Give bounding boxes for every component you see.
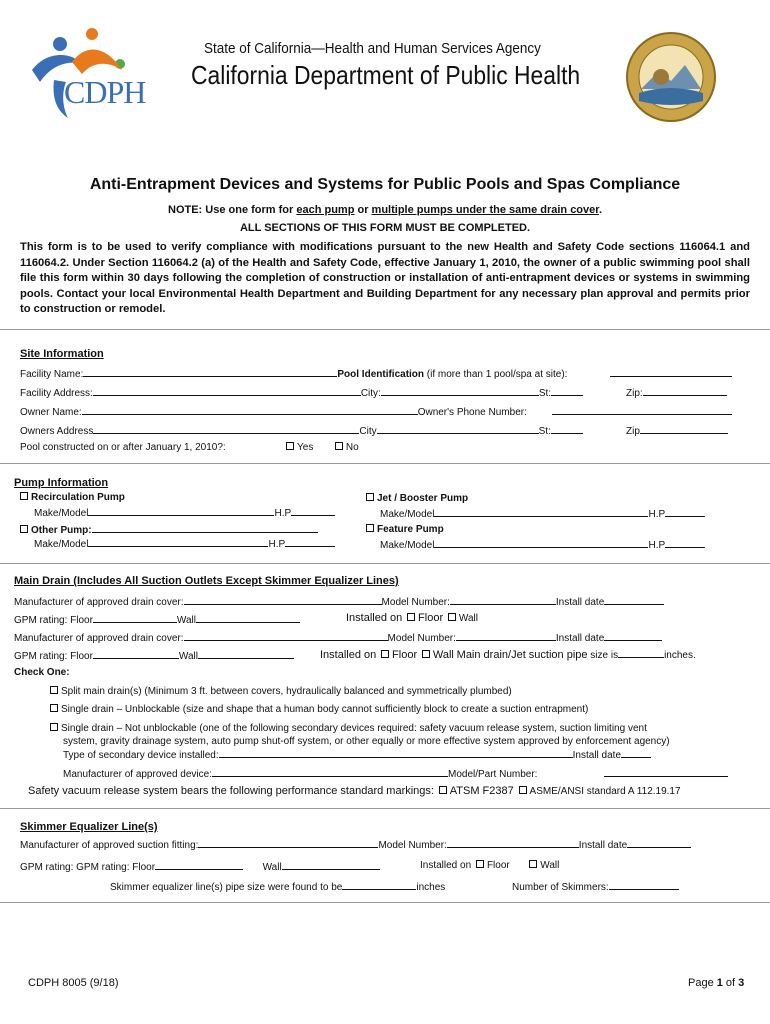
install-date-field[interactable] — [604, 595, 664, 605]
split-drain-checkbox[interactable] — [50, 686, 58, 694]
mfr-fitting-field[interactable] — [198, 838, 378, 848]
skimmer-installed-on-row — [420, 860, 559, 871]
hp-label: H.P — [274, 508, 292, 519]
gpm-wall-field-2[interactable] — [198, 649, 294, 659]
gpm-wall-field[interactable] — [196, 613, 300, 623]
feature-pump-row — [364, 524, 444, 535]
wall-checkbox[interactable] — [448, 613, 456, 621]
constructed-options — [284, 442, 359, 453]
st-field[interactable] — [551, 386, 583, 396]
makemodel-label: Make/Model — [34, 508, 89, 519]
facility-address-field[interactable] — [93, 386, 361, 396]
svrs-label: Safety vacuum release system bears the following performance standard markings: — [28, 785, 434, 797]
drain-cover-row — [14, 595, 664, 608]
option-unblockable — [48, 704, 588, 715]
yes-checkbox[interactable] — [286, 442, 294, 450]
feature-hp-field[interactable] — [665, 538, 705, 548]
jet-pump-row — [364, 493, 468, 504]
zip-field[interactable] — [643, 386, 727, 396]
note-line — [0, 204, 770, 216]
model-number-field-2[interactable] — [456, 631, 556, 641]
skimmer-installed-on-label: Installed on — [420, 860, 472, 871]
skimmer-fitting-row — [20, 838, 691, 851]
other-pump-label: Other Pump: — [31, 525, 92, 536]
divider — [0, 563, 770, 564]
hp-label: H.P — [648, 509, 666, 520]
jet-pump-checkbox[interactable] — [366, 493, 374, 501]
st2-label: St: — [538, 426, 551, 437]
agency-line: State of California—Health and Human Services Agency — [204, 40, 541, 57]
skimmer-wall-checkbox[interactable] — [529, 860, 537, 868]
feature-makemodel-field[interactable] — [434, 538, 648, 548]
gpm-floor-label: GPM rating: Floor — [14, 615, 93, 626]
page-of: of — [722, 977, 739, 989]
address-row — [20, 386, 583, 399]
recirc-pump-label: Recirculation Pump — [31, 492, 125, 503]
option-split-drain — [48, 686, 512, 697]
mfr-fitting-label: Manufacturer of approved suction fitting: — [20, 840, 199, 851]
num-skimmers-label: Number of Skimmers: — [512, 882, 609, 893]
owner-row — [20, 405, 527, 418]
astm-checkbox[interactable] — [439, 786, 447, 794]
svrs-row — [28, 785, 681, 797]
wall-label: Wall — [176, 615, 196, 626]
makemodel-label: Make/Model — [380, 509, 435, 520]
wall-label: Wall — [178, 651, 198, 662]
constructed-label: Pool constructed on or after January 1, 2010?: — [20, 442, 226, 453]
skimmer-pipe-field[interactable] — [342, 880, 416, 890]
install-date-label: Install date — [555, 597, 605, 608]
pipe-size-field[interactable] — [618, 648, 664, 658]
installed-on-row-1 — [346, 612, 478, 624]
owners-address-label: Owners Address — [20, 426, 94, 437]
makemodel-label: Make/Model — [380, 540, 435, 551]
wall-opt-label: Wall — [458, 613, 478, 624]
jet-makemodel-row — [380, 507, 705, 520]
pool-id-label: Pool Identification — [337, 369, 425, 380]
installed-on-label: Installed on — [346, 612, 403, 624]
note-multiple: multiple pumps under the same drain cover — [371, 204, 599, 216]
unblockable-label: Single drain – Unblockable (size and shape that a human body cannot sufficiently block to create a suction entrapment) — [61, 704, 589, 715]
inches-label: inches. — [664, 650, 696, 661]
city2-label: City — [359, 426, 377, 437]
other-pump-row — [18, 523, 318, 536]
constructed-row — [20, 442, 226, 453]
divider — [0, 808, 770, 809]
model-number-label: Model Number: — [381, 597, 450, 608]
skimmer-pipe-label: Skimmer equalizer line(s) pipe size were found to be — [110, 882, 343, 893]
secondary-device-row — [63, 748, 651, 761]
no-label: No — [345, 442, 359, 453]
zip2-field[interactable] — [640, 424, 728, 434]
skimmer-pipe-row — [110, 880, 445, 893]
skimmer-model-label: Model Number: — [378, 840, 447, 851]
owner-name-label: Owner Name: — [20, 407, 82, 418]
owner-phone-label: Owner's Phone Number: — [417, 407, 527, 418]
site-info-heading: Site Information — [20, 348, 104, 360]
floor-checkbox-2[interactable] — [381, 650, 389, 658]
divider — [0, 902, 770, 903]
city-label: City: — [360, 388, 381, 399]
wall-checkbox-2[interactable] — [422, 650, 430, 658]
note-each-pump: each pump — [296, 204, 355, 216]
pipe-label: Main drain/Jet suction pipe — [456, 649, 588, 661]
gpm-row-1 — [14, 613, 300, 626]
skimmer-wall-opt-label: Wall — [540, 860, 560, 871]
not-unblockable-checkbox[interactable] — [50, 723, 58, 731]
skimmer-gpm-floor-field[interactable] — [155, 860, 243, 870]
owner-address-row — [20, 424, 583, 437]
owner-phone-field[interactable] — [552, 405, 732, 415]
skimmer-heading: Skimmer Equalizer Line(s) — [20, 821, 158, 833]
skimmer-install-field[interactable] — [627, 838, 691, 848]
skimmer-floor-checkbox[interactable] — [476, 860, 484, 868]
size-is-label: size is — [587, 650, 619, 661]
department-name: California Department of Public Health — [191, 60, 581, 90]
installed-on-label: Installed on — [320, 649, 377, 661]
recirc-makemodel-field[interactable] — [88, 506, 274, 516]
gpm-floor-field[interactable] — [93, 613, 177, 623]
divider — [0, 463, 770, 464]
split-drain-label: Split main drain(s) (Minimum 3 ft. between covers, hydraulically balanced and symmetrically plumbed) — [61, 686, 512, 697]
asme-checkbox[interactable] — [519, 786, 527, 794]
yes-label: Yes — [297, 442, 314, 453]
st2-field[interactable] — [551, 424, 583, 434]
model-part-field[interactable] — [604, 767, 728, 777]
intro-paragraph: This form is to be used to verify compliance with modifications pursuant to the new Health and Safety Code sections 116064.1 and 116064.2. Under Section 116064.2 (a) of the Health and Safety Code, effective January 1, 2010, the owner of a public swimming pool shall file this form within 30 days following the completion of construction or installation of anti-entrapment devices or systems in swimming pools. Contact your local Environmental Health Department and Building Department for any necessary plan approval and permits prior to construction or remodel. — [20, 241, 750, 315]
not-unblockable-label: Single drain – Not unblockable (one of the following secondary devices required: safety vacuum release system, suction limiting vent — [61, 723, 647, 734]
mfr-cover-label: Manufacturer of approved drain cover: — [14, 597, 184, 608]
install-date-label: Install date — [555, 633, 605, 644]
facility-name-label: Facility Name: — [20, 369, 84, 380]
install-date2-field[interactable] — [621, 748, 651, 758]
skimmer-inches-label: inches — [416, 882, 446, 893]
model-number-label: Model Number: — [387, 633, 456, 644]
zip-group — [626, 386, 727, 399]
facility-name-field[interactable] — [83, 367, 337, 377]
facility-row — [20, 367, 567, 380]
skimmer-gpm-wall-field[interactable] — [282, 860, 380, 870]
pool-id-note: (if more than 1 pool/spa at site): — [424, 369, 568, 380]
gpm-floor-label: GPM rating: Floor — [14, 651, 93, 662]
unblockable-checkbox[interactable] — [50, 704, 58, 712]
jet-makemodel-field[interactable] — [434, 507, 648, 517]
zip2-group — [626, 424, 728, 437]
main-drain-heading: Main Drain (Includes All Suction Outlets Except Skimmer Equalizer Lines) — [14, 575, 399, 587]
recirc-pump-checkbox[interactable] — [20, 492, 28, 500]
note-suffix: . — [598, 204, 602, 216]
mfr-device-label: Manufacturer of approved device: — [63, 769, 212, 780]
other-makemodel-row — [34, 537, 335, 550]
page-total: 3 — [738, 977, 745, 989]
floor-label: Floor — [392, 649, 418, 661]
wall-opt-label: Wall — [432, 649, 454, 661]
skimmer-model-field[interactable] — [447, 838, 579, 848]
no-checkbox[interactable] — [335, 442, 343, 450]
facility-address-label: Facility Address: — [20, 388, 93, 399]
note-or: or — [354, 204, 372, 216]
city2-field[interactable] — [377, 424, 539, 434]
drain-cover-row-2 — [14, 631, 662, 644]
st-label: St: — [538, 388, 552, 399]
divider — [0, 329, 770, 330]
recirc-makemodel-row — [34, 506, 335, 519]
skimmer-install-label: Install date — [578, 840, 628, 851]
logo-text: CDPH — [64, 74, 146, 110]
gpm-row-2 — [14, 649, 294, 662]
zip2-label: Zip — [626, 426, 640, 437]
mfr-device-field[interactable] — [212, 767, 448, 777]
owners-address-field[interactable] — [93, 424, 359, 434]
floor-checkbox[interactable] — [407, 613, 415, 621]
skimmer-wall-label: Wall — [262, 862, 282, 873]
model-number-field[interactable] — [450, 595, 556, 605]
check-one-label: Check One: — [14, 667, 70, 678]
other-makemodel-field[interactable] — [88, 537, 268, 547]
form-id: CDPH 8005 (9/18) — [28, 977, 119, 989]
mfr-cover-field[interactable] — [184, 595, 382, 605]
all-sections-notice: ALL SECTIONS OF THIS FORM MUST BE COMPLETED. — [239, 222, 531, 234]
option-not-unblockable — [48, 723, 647, 734]
page-indicator — [688, 977, 744, 989]
gpm-floor-field-2[interactable] — [93, 649, 179, 659]
page-prefix: Page — [688, 977, 717, 989]
state-seal-icon — [625, 31, 717, 123]
makemodel-label: Make/Model — [34, 539, 89, 550]
other-hp-field[interactable] — [285, 537, 335, 547]
skimmer-gpm-row — [20, 860, 380, 873]
option-not-unblockable-cont: system, gravity drainage system, auto pump shut-off system, or other equally or more effective system approved by enforcement agency) — [63, 736, 670, 747]
hp-label: H.P — [648, 540, 666, 551]
form-title: Anti-Entrapment Devices and Systems for Public Pools and Spas Compliance — [89, 176, 681, 193]
secondary-type-label: Type of secondary device installed: — [63, 750, 219, 761]
install-date2-label: Install date — [572, 750, 622, 761]
hp-label: H.P — [268, 539, 286, 550]
astm-label: ATSM F2387 — [449, 785, 514, 797]
asme-label: ASME/ANSI standard A 112.19.17 — [529, 786, 681, 797]
pump-info-heading: Pump Information — [14, 477, 109, 489]
mfr-cover-field-2[interactable] — [184, 631, 388, 641]
other-pump-checkbox[interactable] — [20, 525, 28, 533]
recirc-hp-field[interactable] — [291, 506, 335, 516]
mfr-device-row — [63, 767, 537, 780]
skimmer-gpm-label: GPM rating: GPM rating: Floor — [20, 862, 156, 873]
num-skimmers-field[interactable] — [609, 880, 679, 890]
skimmer-floor-label: Floor — [486, 860, 510, 871]
jet-hp-field[interactable] — [665, 507, 705, 517]
jet-pump-label: Jet / Booster Pump — [377, 493, 469, 504]
model-part-label: Model/Part Number: — [447, 769, 538, 780]
feature-pump-checkbox[interactable] — [366, 524, 374, 532]
secondary-type-field[interactable] — [219, 748, 573, 758]
city-field[interactable] — [381, 386, 539, 396]
other-pump-field[interactable] — [92, 523, 318, 533]
floor-label: Floor — [418, 612, 444, 624]
page-number: 1 — [716, 977, 723, 989]
num-skimmers-row — [512, 880, 679, 893]
recirc-pump-row — [18, 492, 125, 503]
zip-label: Zip: — [626, 388, 643, 399]
note-prefix: NOTE: Use one form for — [168, 204, 297, 216]
pool-id-field[interactable] — [610, 367, 732, 377]
owner-name-field[interactable] — [82, 405, 418, 415]
installed-on-row-2 — [320, 648, 696, 661]
feature-pump-label: Feature Pump — [377, 524, 444, 535]
feature-makemodel-row — [380, 538, 705, 551]
install-date-field-2[interactable] — [604, 631, 662, 641]
mfr-cover-label: Manufacturer of approved drain cover: — [14, 633, 184, 644]
